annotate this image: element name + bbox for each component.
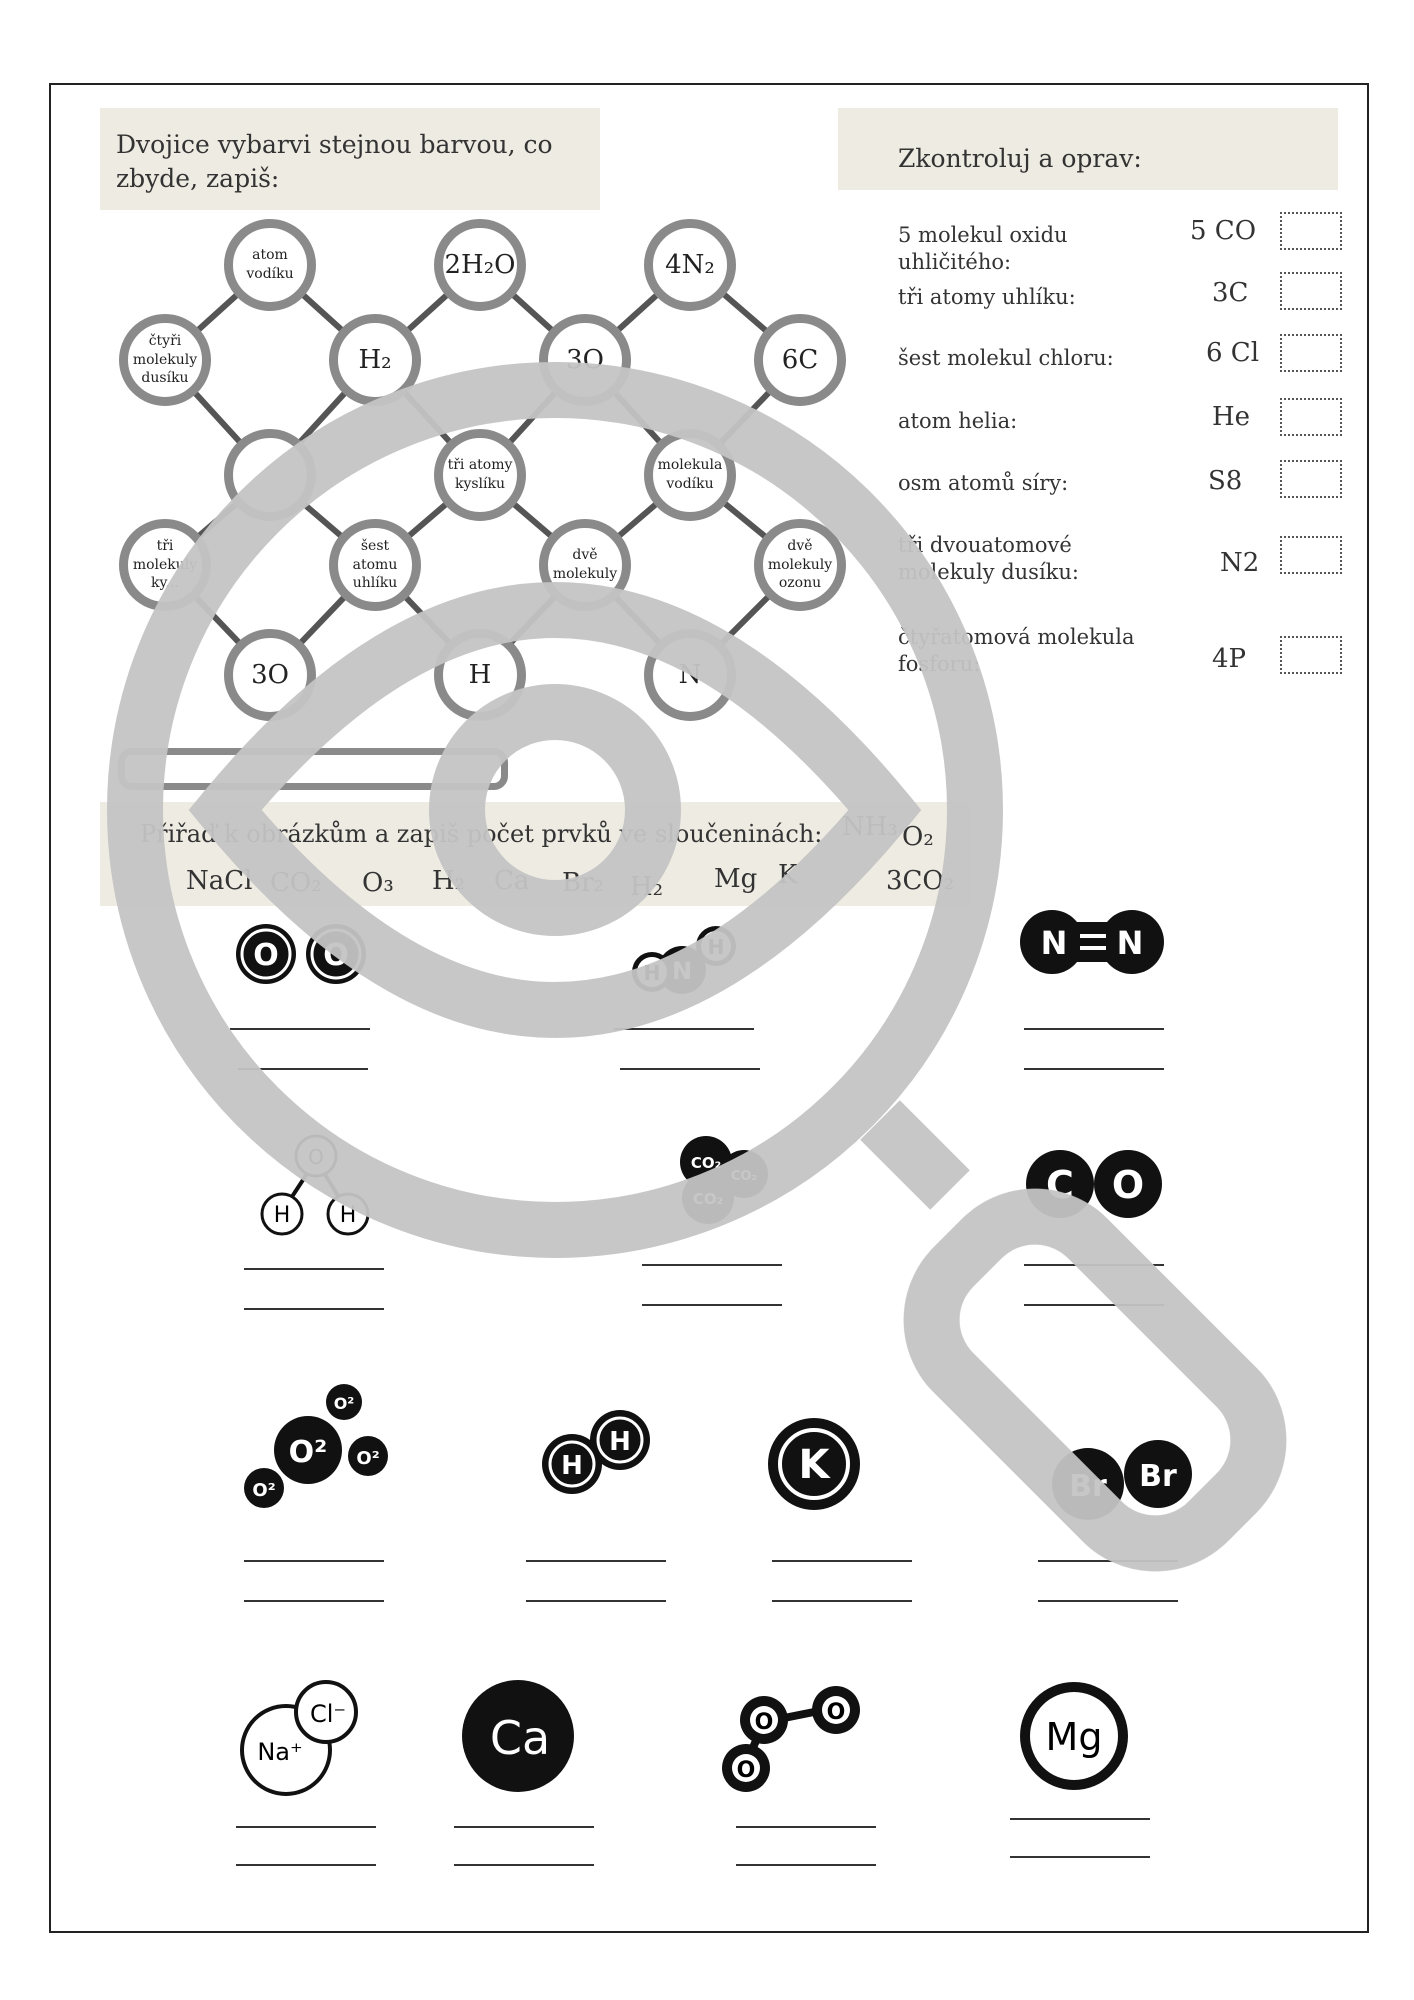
- atom-label: O²: [252, 1480, 276, 1501]
- atom-label: Br: [1139, 1459, 1177, 1494]
- lattice-node[interactable]: H₂: [329, 314, 421, 406]
- atom-label: O²: [356, 1448, 380, 1469]
- formula-item: NH₃: [842, 812, 898, 842]
- answer-line[interactable]: [244, 1308, 384, 1310]
- answer-line[interactable]: [642, 1304, 782, 1306]
- check-row-formula: 6 Cl: [1206, 338, 1260, 368]
- answer-line[interactable]: [238, 1068, 368, 1070]
- atom-label: O: [826, 1700, 846, 1725]
- lattice-node[interactable]: šest atomu uhlíku: [329, 519, 421, 611]
- formula-item: Ca: [494, 866, 530, 896]
- ozone-molecule-icon: [716, 1678, 866, 1798]
- atom-label: K: [798, 1442, 830, 1488]
- check-row-label: 5 molekul oxidu uhličitého:: [898, 223, 1068, 275]
- answer-line[interactable]: [642, 1264, 782, 1266]
- atom-label: O: [308, 1145, 324, 1169]
- oxygen-molecule-icon: [232, 920, 372, 1000]
- lattice-node[interactable]: tři molekuly ky...: [119, 519, 211, 611]
- lattice-node[interactable]: N: [644, 629, 736, 721]
- section3-title: Přiřaď k obrázkům a zapiš počet prvků ve sloučeninách:: [140, 820, 823, 848]
- atom-label: O²: [333, 1394, 355, 1413]
- answer-line[interactable]: [1010, 1856, 1150, 1858]
- formula-item: O₂: [902, 822, 934, 852]
- formula-item: K: [778, 860, 798, 890]
- check-row-label: šest molekul chloru:: [898, 346, 1114, 370]
- oxygen-atoms-cluster-icon: [236, 1374, 396, 1514]
- atom-label: O: [754, 1710, 774, 1735]
- answer-line[interactable]: [236, 1826, 376, 1828]
- answer-line[interactable]: [614, 1028, 754, 1030]
- atom-label: Ca: [489, 1711, 551, 1765]
- nitrogen-molecule-icon: [1018, 908, 1168, 978]
- potassium-atom-icon: [764, 1414, 864, 1514]
- check-row-box[interactable]: [1280, 334, 1342, 372]
- lattice-node[interactable]: dvě molekuly: [539, 519, 631, 611]
- formula-item: CO₂: [270, 868, 322, 898]
- check-row-box[interactable]: [1280, 460, 1342, 498]
- ammonia-molecule-icon: [628, 912, 748, 1022]
- atom-label: H: [643, 961, 661, 985]
- atom-label: Na⁺: [257, 1738, 303, 1766]
- atom-label: H: [707, 935, 725, 959]
- check-row-box[interactable]: [1280, 398, 1342, 436]
- atom-label: Cl⁻: [309, 1700, 347, 1728]
- check-row-box[interactable]: [1280, 212, 1342, 250]
- answer-line[interactable]: [1024, 1304, 1164, 1306]
- check-row-label: čtyřatomová molekula fosforu:: [898, 625, 1135, 677]
- formula-item: 3CO₂: [886, 866, 955, 896]
- lattice-node[interactable]: [224, 429, 316, 521]
- atom-label: C: [1046, 1163, 1074, 1207]
- formula-item: O₃: [362, 868, 394, 898]
- lattice-node[interactable]: 2H₂O: [434, 219, 526, 311]
- lattice-node[interactable]: 4N₂: [644, 219, 736, 311]
- lattice-node[interactable]: molekula vodíku: [644, 429, 736, 521]
- answer-line[interactable]: [454, 1826, 594, 1828]
- atom-label: N: [1116, 924, 1144, 962]
- atom-label: Br: [1069, 1469, 1107, 1504]
- atom-label: O: [253, 938, 279, 973]
- atom-label: Mg: [1045, 1715, 1103, 1759]
- answer-line[interactable]: [1038, 1560, 1178, 1562]
- answer-line[interactable]: [772, 1560, 912, 1562]
- answer-line[interactable]: [526, 1600, 666, 1602]
- formula-item: Mg: [714, 864, 758, 894]
- answer-field[interactable]: [118, 748, 508, 790]
- check-row-box[interactable]: [1280, 636, 1342, 674]
- check-row-label: osm atomů síry:: [898, 471, 1069, 495]
- lattice-node[interactable]: tři atomy kyslíku: [434, 429, 526, 521]
- section2-title: Zkontroluj a oprav:: [898, 144, 1142, 173]
- section1-title: Dvojice vybarvi stejnou barvou, co zbyde, zapiš:: [116, 130, 553, 193]
- check-row-box[interactable]: [1280, 536, 1342, 574]
- answer-line[interactable]: [454, 1864, 594, 1866]
- lattice-node[interactable]: H: [434, 629, 526, 721]
- answer-line[interactable]: [526, 1560, 666, 1562]
- bromine-molecule-icon: [1046, 1434, 1196, 1524]
- carbon-monoxide-icon: [1020, 1146, 1170, 1226]
- sodium-chloride-icon: [236, 1676, 376, 1796]
- formula-item: H₂: [630, 872, 664, 902]
- answer-line[interactable]: [1038, 1600, 1178, 1602]
- check-row-label: atom helia:: [898, 409, 1018, 433]
- atom-label: O: [323, 938, 349, 973]
- lattice-node[interactable]: 3O: [224, 629, 316, 721]
- calcium-atom-icon: [460, 1678, 580, 1798]
- check-row-formula: He: [1212, 402, 1251, 432]
- atom-label: H: [339, 1203, 357, 1228]
- atom-label: N: [671, 957, 693, 985]
- answer-line[interactable]: [244, 1560, 384, 1562]
- answer-line[interactable]: [1024, 1028, 1164, 1030]
- atom-label: O: [736, 1758, 756, 1783]
- atom-label: H: [561, 1451, 583, 1481]
- magnesium-atom-icon: [1016, 1678, 1136, 1798]
- carbon-dioxide-cluster-icon: [666, 1128, 776, 1228]
- lattice-node[interactable]: 3O: [539, 314, 631, 406]
- answer-line[interactable]: [1024, 1264, 1164, 1266]
- answer-line[interactable]: [736, 1864, 876, 1866]
- atom-label: H: [609, 1427, 631, 1457]
- check-row-formula: 3C: [1212, 278, 1249, 308]
- answer-line[interactable]: [736, 1826, 876, 1828]
- answer-line[interactable]: [244, 1600, 384, 1602]
- answer-line[interactable]: [620, 1068, 760, 1070]
- answer-line[interactable]: [230, 1028, 370, 1030]
- atom-label: CO₂: [690, 1154, 722, 1172]
- answer-line[interactable]: [236, 1864, 376, 1866]
- atom-label: N: [1040, 924, 1068, 962]
- lattice-node[interactable]: čtyři molekuly dusíku: [119, 314, 211, 406]
- check-row-label: tři dvouatomové molekuly dusíku:: [898, 533, 1079, 585]
- formula-item: NaCl: [186, 866, 253, 896]
- atom-label: CO₂: [730, 1169, 758, 1184]
- answer-line[interactable]: [244, 1268, 384, 1270]
- lattice-node[interactable]: atom vodíku: [224, 219, 316, 311]
- atom-label: CO₂: [692, 1190, 724, 1208]
- formula-item: Br₂: [562, 868, 604, 898]
- check-row-formula: 4P: [1212, 644, 1247, 674]
- formula-item: H₂: [432, 866, 466, 896]
- answer-line[interactable]: [1010, 1818, 1150, 1820]
- atom-label: O: [1111, 1163, 1145, 1207]
- water-molecule-icon: [252, 1130, 382, 1240]
- check-row-formula: N2: [1220, 548, 1260, 578]
- answer-line[interactable]: [772, 1600, 912, 1602]
- check-row-box[interactable]: [1280, 272, 1342, 310]
- lattice-node[interactable]: 6C: [754, 314, 846, 406]
- check-row-formula: 5 CO: [1190, 216, 1257, 246]
- atom-label: O²: [288, 1435, 328, 1470]
- check-row-formula: S8: [1208, 466, 1243, 496]
- hydrogen-molecule-icon: [530, 1396, 670, 1506]
- lattice-node[interactable]: dvě molekuly ozonu: [754, 519, 846, 611]
- answer-line[interactable]: [1024, 1068, 1164, 1070]
- check-row-label: tři atomy uhlíku:: [898, 285, 1076, 309]
- atom-label: H: [273, 1203, 291, 1228]
